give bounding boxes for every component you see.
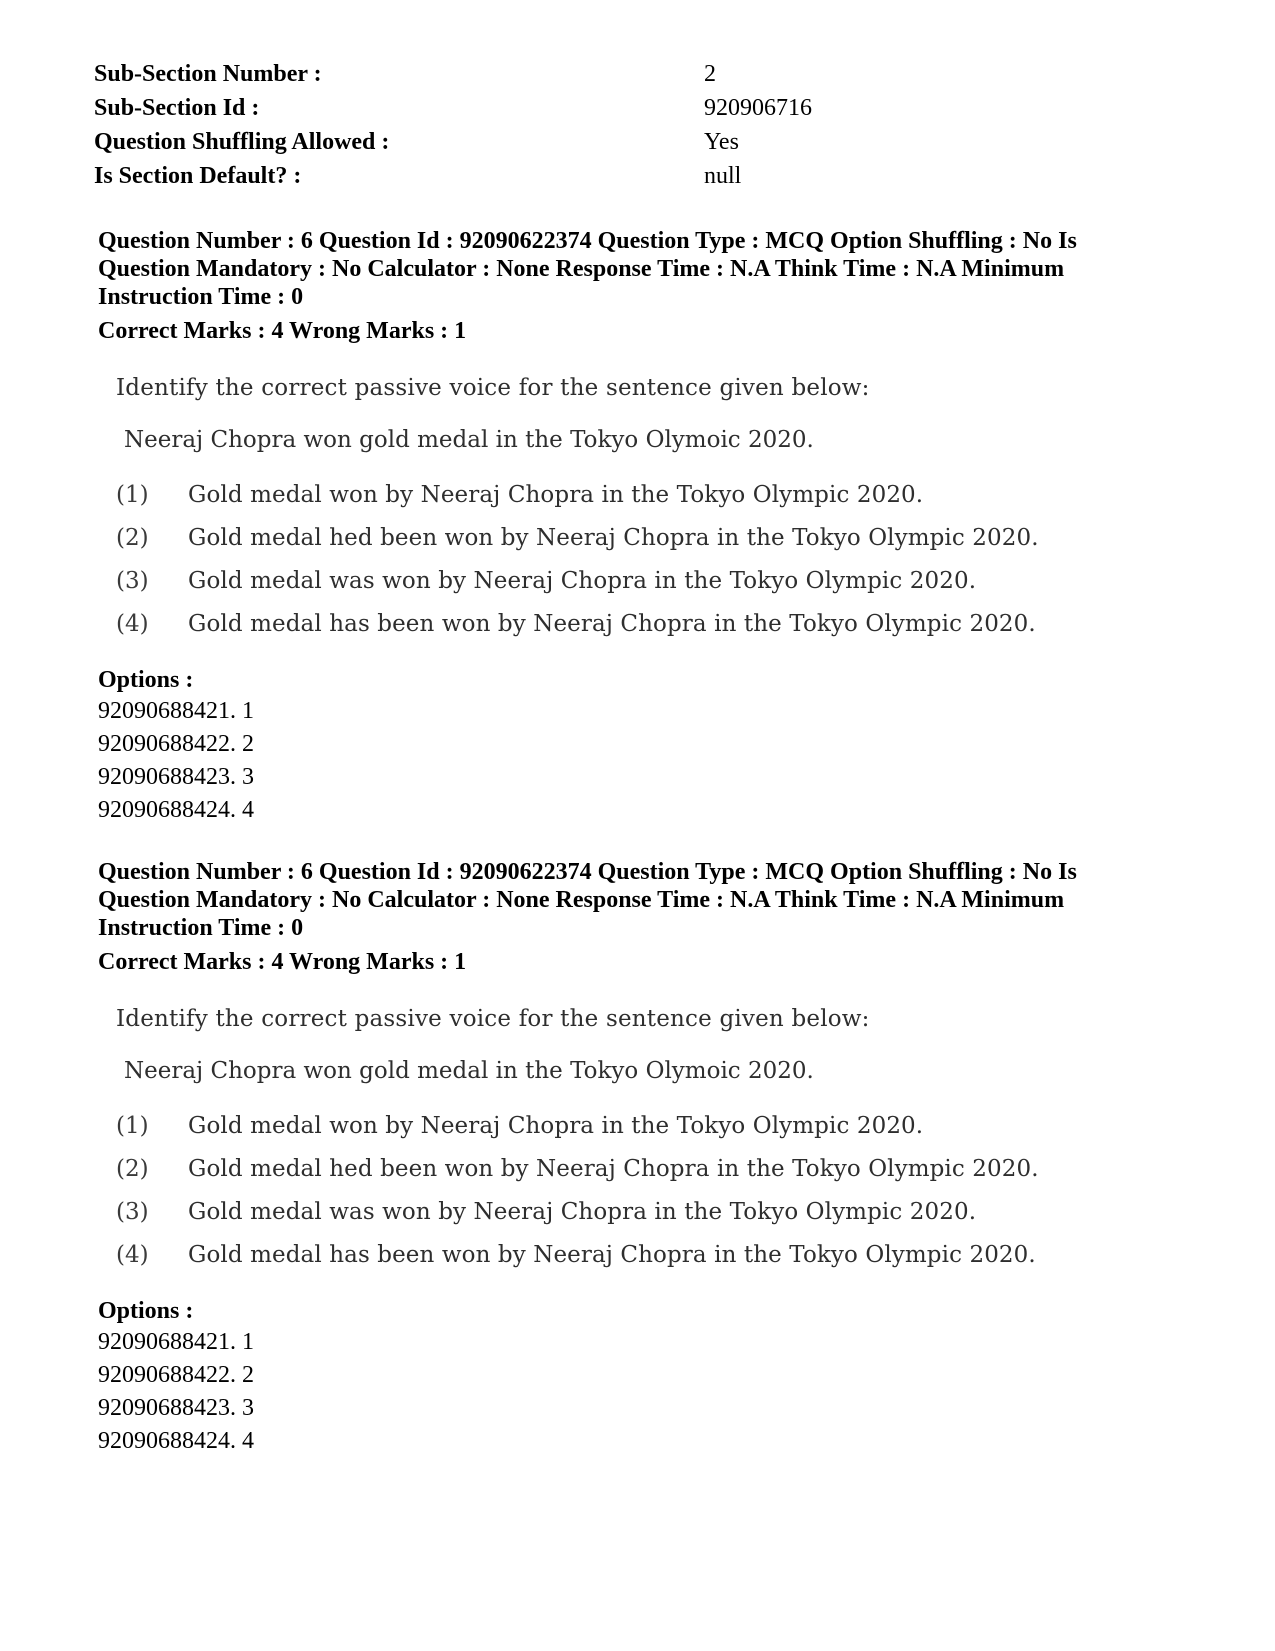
meta-row-sub-section-number [94,57,854,91]
question-prompt: Identify the correct passive voice for the sentence given below: [116,1006,870,1032]
choice-number: (1) [116,1112,149,1139]
choice-number: (2) [116,1155,149,1182]
meta-value: 2 [704,60,716,87]
choice-number: (1) [116,481,149,508]
options-title: Options : [98,1298,194,1324]
option-item: 92090688422. 2 [98,1362,254,1388]
choice-item [116,559,1198,602]
choice-item [116,1190,1198,1233]
option-item: 92090688424. 4 [98,1428,254,1454]
meta-row-section-default [94,159,854,193]
question-sentence: Neeraj Chopra won gold medal in the Tokyo Olymoic 2020. [124,1058,814,1084]
choice-item [116,1147,1198,1190]
option-item: 92090688423. 3 [98,764,254,790]
choice-text: Gold medal hed been won by Neeraj Chopra in the Tokyo Olympic 2020. [188,1155,1039,1182]
meta-row-question-shuffling [94,125,854,159]
meta-label: Sub-Section Number : [94,60,322,87]
meta-row-sub-section-id [94,91,854,125]
choice-item [116,473,1198,516]
meta-value: null [704,162,742,189]
choice-text: Gold medal has been won by Neeraj Chopra in the Tokyo Olympic 2020. [188,610,1036,637]
question-marks: Correct Marks : 4 Wrong Marks : 1 [98,949,467,975]
option-item: 92090688423. 3 [98,1395,254,1421]
question-choices [116,1104,1198,1276]
choice-text: Gold medal won by Neeraj Chopra in the Tokyo Olympic 2020. [188,481,924,508]
choice-text: Gold medal was won by Neeraj Chopra in the Tokyo Olympic 2020. [188,567,977,594]
choice-number: (2) [116,524,149,551]
question-marks: Correct Marks : 4 Wrong Marks : 1 [98,318,467,344]
option-item: 92090688421. 1 [98,1329,254,1355]
choice-item [116,516,1198,559]
choice-text: Gold medal hed been won by Neeraj Chopra in the Tokyo Olympic 2020. [188,524,1039,551]
choice-number: (4) [116,610,149,637]
choice-item [116,602,1198,645]
choice-item [116,1233,1198,1276]
choice-item [116,1104,1198,1147]
meta-label: Question Shuffling Allowed : [94,128,390,155]
sub-section-meta [94,57,854,193]
question-choices [116,473,1198,645]
option-item: 92090688424. 4 [98,797,254,823]
question-block-1 [98,227,1198,827]
question-body [116,373,1198,645]
meta-label: Is Section Default? : [94,162,302,189]
choice-text: Gold medal won by Neeraj Chopra in the Tokyo Olympic 2020. [188,1112,924,1139]
options-title: Options : [98,667,194,693]
choice-text: Gold medal was won by Neeraj Chopra in the Tokyo Olympic 2020. [188,1198,977,1225]
choice-number: (3) [116,1198,149,1225]
question-header: Question Number : 6 Question Id : 92090622374 Question Type : MCQ Option Shuffling : No Is Question Mandatory : No Calculator : None Response Time : N.A Think Time : N.A Minimum Instruction Time : 0 [98,859,1077,941]
question-header: Question Number : 6 Question Id : 92090622374 Question Type : MCQ Option Shuffling : No Is Question Mandatory : No Calculator : None Response Time : N.A Think Time : N.A Minimum Instruction Time : 0 [98,228,1077,310]
option-item: 92090688421. 1 [98,698,254,724]
question-block-2 [98,858,1198,1458]
choice-number: (4) [116,1241,149,1268]
choice-text: Gold medal has been won by Neeraj Chopra in the Tokyo Olympic 2020. [188,1241,1036,1268]
option-item: 92090688422. 2 [98,731,254,757]
meta-label: Sub-Section Id : [94,94,260,121]
choice-number: (3) [116,567,149,594]
question-prompt: Identify the correct passive voice for the sentence given below: [116,375,870,401]
meta-value: 920906716 [704,94,812,121]
question-body [116,1004,1198,1276]
meta-value: Yes [704,128,739,155]
question-sentence: Neeraj Chopra won gold medal in the Tokyo Olymoic 2020. [124,427,814,453]
